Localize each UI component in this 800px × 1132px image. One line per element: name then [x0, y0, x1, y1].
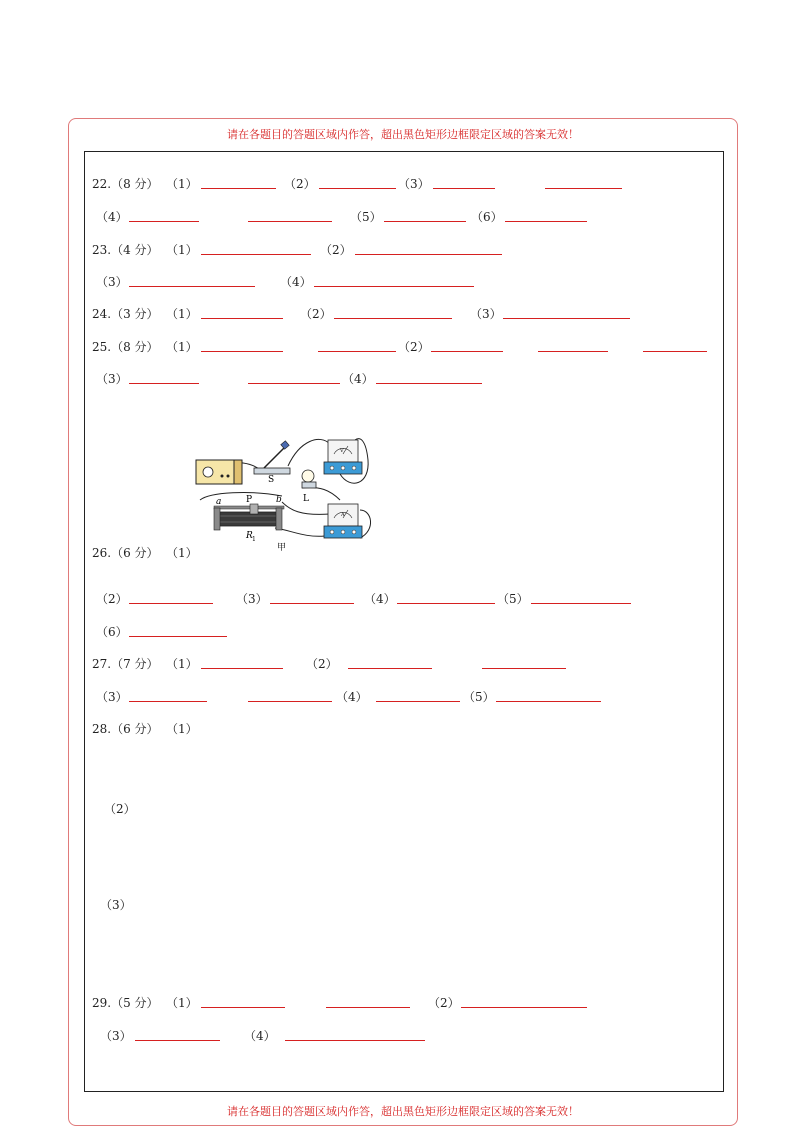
- q22-blank-6[interactable]: [505, 221, 587, 222]
- answer-box: [84, 151, 724, 1092]
- q25-blank-2a[interactable]: [431, 351, 503, 352]
- q23-blank-2[interactable]: [355, 254, 502, 255]
- q29-part3: （3）: [100, 1029, 132, 1043]
- rheostat-icon: [214, 504, 284, 530]
- q29-blank-1a[interactable]: [201, 1007, 285, 1008]
- q27-part2: （2）: [306, 657, 338, 671]
- q29-blank-2[interactable]: [461, 1007, 587, 1008]
- q26-part2: （2）: [96, 592, 128, 606]
- q26-blank-2[interactable]: [129, 603, 213, 604]
- q23-blank-1[interactable]: [201, 254, 311, 255]
- q29-head: 29.（5 分）: [92, 996, 159, 1010]
- q23-part1: （1）: [166, 243, 198, 257]
- q25-part2: （2）: [398, 340, 430, 354]
- q29-blank-3[interactable]: [135, 1040, 220, 1041]
- q22-head: 22.（8 分）: [92, 177, 159, 191]
- circuit-diagram: [190, 430, 380, 555]
- q23-blank-4[interactable]: [314, 286, 474, 287]
- q24-part2: （2）: [300, 307, 332, 321]
- q25-part3: （3）: [96, 372, 128, 386]
- q26-blank-4[interactable]: [397, 603, 495, 604]
- q26-part1: （1）: [166, 546, 198, 560]
- label-b: b: [276, 495, 282, 505]
- q29-part1: （1）: [166, 996, 198, 1010]
- q22-part2: （2）: [284, 177, 316, 191]
- q22-part6: （6）: [471, 210, 503, 224]
- q29-part2: （2）: [428, 996, 460, 1010]
- q25-blank-1a[interactable]: [201, 351, 283, 352]
- q28-part1: （1）: [166, 722, 198, 736]
- ammeter-icon: [324, 504, 362, 538]
- label-R: R: [246, 531, 253, 541]
- q22-blank-3b[interactable]: [545, 188, 622, 189]
- q24-part1: （1）: [166, 307, 198, 321]
- label-L: L: [303, 494, 309, 504]
- q24-head: 24.（3 分）: [92, 307, 159, 321]
- q27-blank-1[interactable]: [201, 668, 283, 669]
- wire-rheostat-top: [200, 493, 282, 500]
- q22-part5: （5）: [350, 210, 382, 224]
- label-S: S: [268, 475, 275, 485]
- q26-part6: （6）: [96, 625, 128, 639]
- q29-part4: （4）: [244, 1029, 276, 1043]
- q24-blank-3[interactable]: [503, 318, 630, 319]
- q26-blank-6[interactable]: [129, 636, 227, 637]
- notice-top: 请在各题目的答题区域内作答，超出黑色矩形边框限定区域的答案无效！: [227, 128, 579, 141]
- q27-blank-5[interactable]: [496, 701, 601, 702]
- q25-part1: （1）: [166, 340, 198, 354]
- q25-blank-1b[interactable]: [318, 351, 396, 352]
- q25-blank-2b[interactable]: [538, 351, 608, 352]
- q25-blank-3a[interactable]: [129, 383, 199, 384]
- q22-part1: （1）: [166, 177, 198, 191]
- q22-blank-5[interactable]: [384, 221, 466, 222]
- q28-part3: （3）: [100, 898, 132, 912]
- q27-blank-4[interactable]: [376, 701, 460, 702]
- label-a: a: [216, 497, 222, 507]
- q27-part4: （4）: [336, 690, 368, 704]
- q27-part5: （5）: [463, 690, 495, 704]
- q27-blank-2a[interactable]: [348, 668, 432, 669]
- q27-blank-3a[interactable]: [129, 701, 207, 702]
- q23-blank-3[interactable]: [129, 286, 255, 287]
- q24-blank-1[interactable]: [201, 318, 283, 319]
- q23-part3: （3）: [96, 275, 128, 289]
- q23-head: 23.（4 分）: [92, 243, 159, 257]
- q22-blank-4a[interactable]: [129, 221, 199, 222]
- q22-part4: （4）: [96, 210, 128, 224]
- q22-part3: （3）: [398, 177, 430, 191]
- switch-icon: [254, 441, 290, 474]
- q27-part1: （1）: [166, 657, 198, 671]
- q25-blank-3b[interactable]: [248, 383, 340, 384]
- q22-blank-3a[interactable]: [433, 188, 495, 189]
- voltmeter-label: V: [340, 448, 344, 454]
- q27-blank-3b[interactable]: [248, 701, 332, 702]
- q25-blank-2c[interactable]: [643, 351, 707, 352]
- q27-part3: （3）: [96, 690, 128, 704]
- q25-part4: （4）: [342, 372, 374, 386]
- q22-blank-2[interactable]: [319, 188, 396, 189]
- q26-blank-3[interactable]: [270, 603, 354, 604]
- q28-head: 28.（6 分）: [92, 722, 159, 736]
- q23-part4: （4）: [280, 275, 312, 289]
- q27-blank-2b[interactable]: [482, 668, 566, 669]
- q25-blank-4[interactable]: [376, 383, 482, 384]
- q23-part2: （2）: [320, 243, 352, 257]
- q25-head: 25.（8 分）: [92, 340, 159, 354]
- q29-blank-4[interactable]: [285, 1040, 425, 1041]
- wire-rheostat-bottom: [275, 528, 325, 536]
- q24-part3: （3）: [470, 307, 502, 321]
- power-supply-icon: [196, 460, 242, 484]
- q26-head: 26.（6 分）: [92, 546, 159, 560]
- notice-bottom: 请在各题目的答题区域内作答，超出黑色矩形边框限定区域的答案无效！: [227, 1105, 579, 1118]
- q26-part5: （5）: [497, 592, 529, 606]
- q26-part3: （3）: [236, 592, 268, 606]
- q29-blank-1b[interactable]: [326, 1007, 410, 1008]
- q27-head: 27.（7 分）: [92, 657, 159, 671]
- label-R-subscript: 1: [252, 536, 256, 543]
- figure-caption: 甲: [277, 543, 287, 553]
- q22-blank-1[interactable]: [201, 188, 276, 189]
- q24-blank-2[interactable]: [334, 318, 452, 319]
- lamp-icon: [302, 470, 316, 488]
- q28-part2: （2）: [104, 802, 136, 816]
- q22-blank-4b[interactable]: [248, 221, 332, 222]
- ammeter-label: A: [341, 512, 345, 518]
- voltmeter-icon: [324, 440, 362, 474]
- label-P: P: [246, 495, 253, 505]
- q26-part4: （4）: [364, 592, 396, 606]
- q26-blank-5[interactable]: [531, 603, 631, 604]
